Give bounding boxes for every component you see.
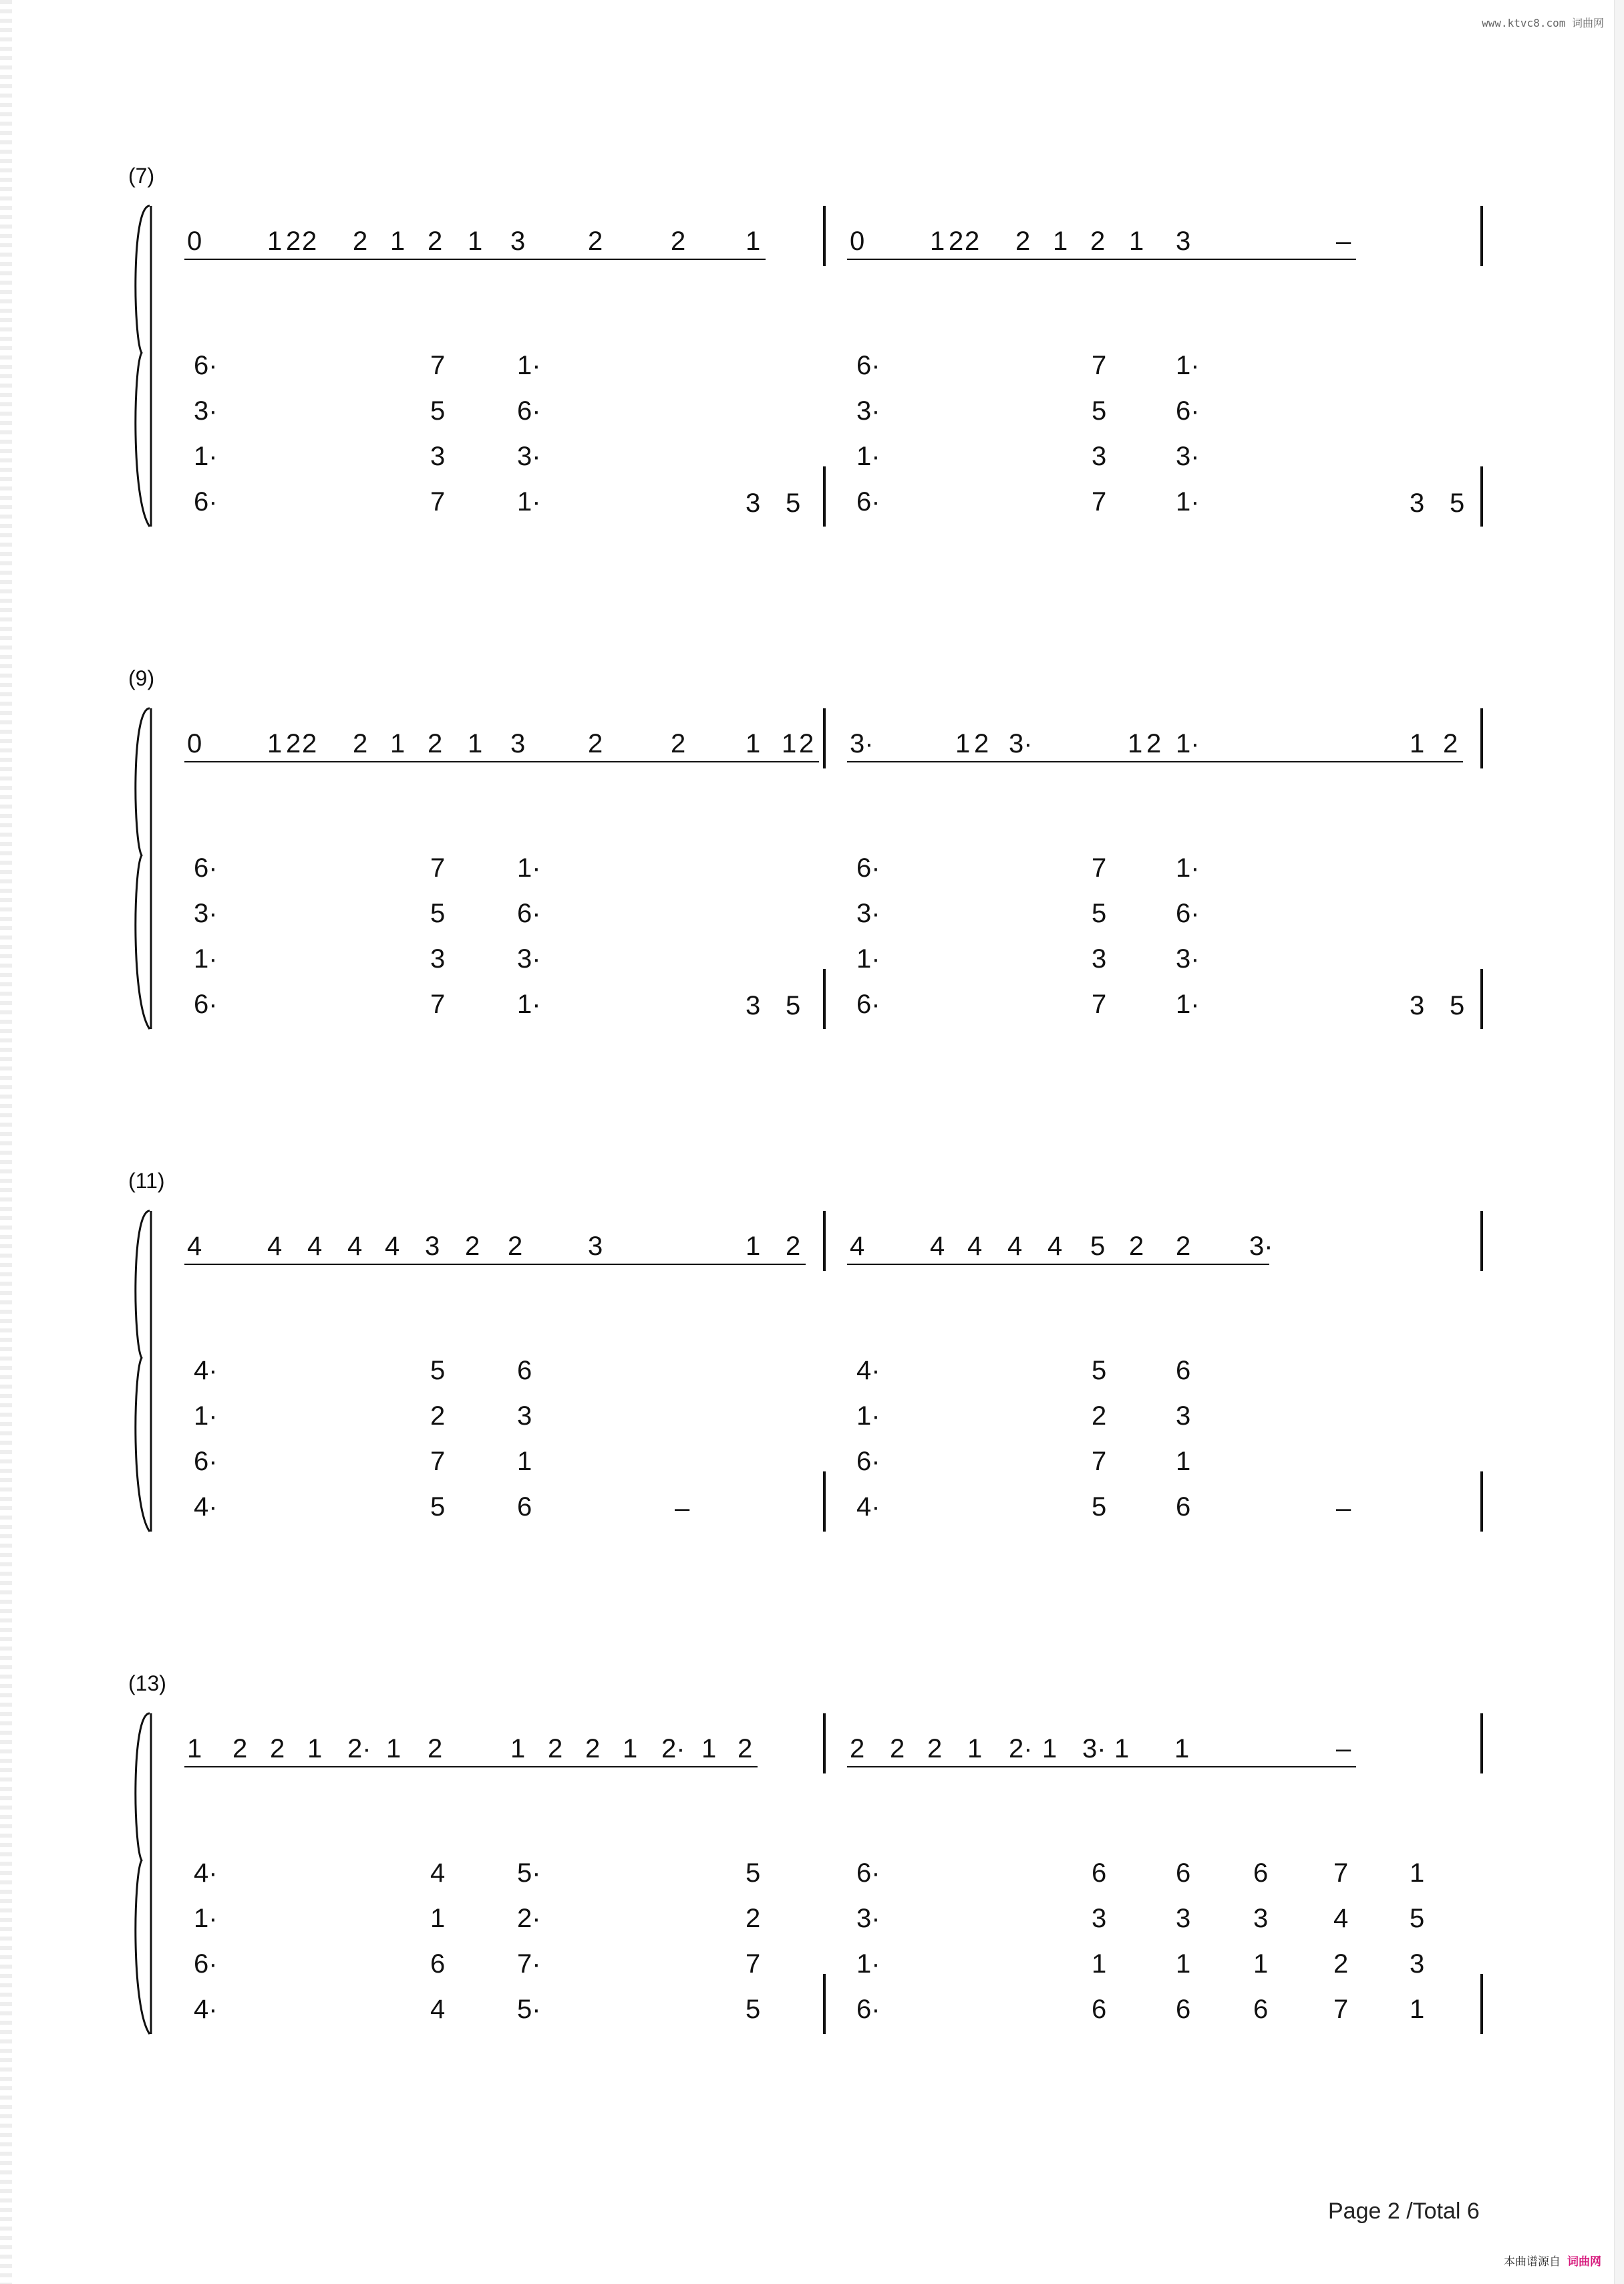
header-url: www.ktvc8.com 词曲网	[1482, 17, 1604, 29]
melody-note: 2	[1176, 1232, 1191, 1261]
chord-note: 7	[746, 1949, 761, 1979]
melody-note: 1	[746, 227, 761, 256]
measure-number: (7)	[128, 164, 155, 188]
bass-note: 3	[1410, 991, 1425, 1020]
melody-note: 1	[1053, 227, 1068, 256]
chord-note: 3	[1176, 1401, 1191, 1431]
chord-note: 7	[1333, 1995, 1349, 2024]
chord-note: 6·	[517, 396, 541, 426]
bass-note: 3	[746, 991, 761, 1020]
chord-note: 7	[1092, 853, 1107, 883]
chord-note: 3·	[856, 396, 880, 426]
chord-note: 4	[1333, 1904, 1349, 1933]
bass-note: 5	[786, 488, 801, 518]
chord-note: 1·	[517, 990, 541, 1019]
melody-note: 3	[510, 227, 526, 256]
measure	[184, 1734, 760, 2024]
bass-note: 5	[1450, 991, 1465, 1020]
chord-note: 5	[1410, 1904, 1425, 1933]
measure	[847, 1232, 1351, 1523]
melody-note: 2	[965, 227, 980, 256]
chord-note: 1·	[856, 1401, 880, 1431]
chord-note: 1	[1410, 1858, 1425, 1888]
chord-note: 1·	[517, 853, 541, 883]
chord-note: 1	[430, 1904, 446, 1933]
melody-note: 4	[187, 1232, 202, 1261]
chord-note: 3·	[856, 1904, 880, 1933]
chord-note: 4·	[194, 1356, 218, 1385]
melody-note: 1	[390, 227, 405, 256]
chord-note: 6	[1176, 1995, 1191, 2024]
chord-note: 1·	[1176, 853, 1200, 883]
chord-note: 1	[517, 1447, 532, 1476]
melody-note: 2	[927, 1734, 943, 1763]
chord-note: 1·	[856, 1949, 880, 1979]
melody-note: 1	[1114, 1734, 1130, 1763]
melody-note: 1	[187, 1734, 202, 1763]
chord-note: 7	[430, 351, 446, 380]
chord-note: 2	[1333, 1949, 1349, 1979]
melody-note: 4	[385, 1232, 400, 1261]
chord-note: 6·	[856, 1995, 880, 2024]
chord-note: 6	[1176, 1492, 1191, 1522]
melody-note: 2	[671, 729, 686, 758]
chord-note: 2	[746, 1904, 761, 1933]
page-edge-decoration	[0, 0, 12, 2284]
chord-note: 2	[430, 1401, 446, 1431]
chord-note: 7	[430, 853, 446, 883]
chord-note: 6·	[1176, 899, 1200, 928]
chord-note: 6	[1253, 1858, 1269, 1888]
melody-note: –	[1336, 1734, 1351, 1763]
chord-note: 7	[1092, 351, 1107, 380]
melody-note: 1	[307, 1734, 323, 1763]
footer-source	[1504, 2252, 1601, 2269]
chord-note: 6	[1176, 1356, 1191, 1385]
chord-note: 6·	[194, 853, 218, 883]
footer-source-text: 本曲谱源自	[1504, 2255, 1561, 2268]
melody-note: 2	[465, 1232, 480, 1261]
chord-note: 6·	[856, 990, 880, 1019]
chord-note: 5	[1092, 1492, 1107, 1522]
chord-note: 4·	[194, 1858, 218, 1888]
scrollbar-track[interactable]	[1614, 0, 1624, 2284]
melody-note: 2	[232, 1734, 248, 1763]
melody-note: 5	[1090, 1232, 1106, 1261]
measure	[184, 1232, 806, 1523]
chord-note: 7	[1092, 990, 1107, 1019]
chord-note: 1·	[1176, 990, 1200, 1019]
measure	[847, 227, 1464, 518]
chord-note: 6	[517, 1356, 532, 1385]
chord-note: 4·	[194, 1995, 218, 2024]
melody-note: 3	[425, 1232, 440, 1261]
melody-note: 2·	[1009, 1734, 1033, 1763]
chord-note: 7	[430, 990, 446, 1019]
melody-note: 2	[353, 729, 368, 758]
melody-note: 2	[302, 729, 317, 758]
melody-note: –	[1336, 227, 1351, 256]
melody-note: 2	[1129, 1232, 1144, 1261]
melody-note: 2	[508, 1232, 523, 1261]
melody-note: 1	[967, 1734, 983, 1763]
chord-note: 5	[1092, 899, 1107, 928]
chord-note: 4·	[856, 1356, 880, 1385]
chord-note: 3·	[856, 899, 880, 928]
bass-note: 5	[786, 991, 801, 1020]
melody-note: 1	[267, 729, 283, 758]
footer-brand: 词曲网	[1567, 2255, 1601, 2268]
melody-note: 4	[850, 1232, 865, 1261]
page-number: Page 2 /Total 6	[1328, 2198, 1480, 2224]
melody-note: 2	[786, 1232, 801, 1261]
melody-note: 2	[585, 1734, 601, 1763]
bass-note: 3	[746, 488, 761, 518]
brace	[136, 1713, 150, 2034]
chord-note: 6	[1092, 1995, 1107, 2024]
system-3	[128, 1169, 1482, 1532]
melody-note: 2	[270, 1734, 285, 1763]
melody-note: 1·	[1176, 729, 1200, 758]
brace	[136, 708, 150, 1029]
brace	[136, 206, 150, 527]
chord-note: 1·	[194, 944, 218, 974]
chord-note: 6	[1176, 1858, 1191, 1888]
chord-note: 1·	[1176, 487, 1200, 517]
bass-note: –	[675, 1493, 690, 1523]
melody-note: 4	[1047, 1232, 1063, 1261]
chord-note: 6·	[194, 990, 218, 1019]
chord-note: 1·	[856, 944, 880, 974]
melody-note: 3	[1176, 227, 1191, 256]
chord-note: 3·	[194, 396, 218, 426]
chord-note: 3	[517, 1401, 532, 1431]
brace	[136, 1211, 150, 1532]
chord-note: 6·	[856, 351, 880, 380]
system-4	[128, 1671, 1482, 2034]
measure-number: (9)	[128, 666, 155, 690]
melody-note: 4	[1007, 1232, 1023, 1261]
melody-note: 2	[671, 227, 686, 256]
melody-note: 1	[1128, 729, 1143, 758]
chord-note: 6	[517, 1492, 532, 1522]
chord-note: 1	[1253, 1949, 1269, 1979]
chord-note: 6	[1253, 1995, 1269, 2024]
chord-note: 5	[746, 1858, 761, 1888]
bass-note: –	[1336, 1493, 1351, 1523]
melody-note: 0	[850, 227, 865, 256]
melody-note: 0	[187, 729, 202, 758]
measure-number: (11)	[128, 1169, 165, 1193]
chord-note: 5	[1092, 1356, 1107, 1385]
chord-note: 1·	[194, 1904, 218, 1933]
chord-note: 6·	[194, 1447, 218, 1476]
melody-note: 1	[955, 729, 971, 758]
chord-note: 4·	[194, 1492, 218, 1522]
chord-note: 6·	[194, 1949, 218, 1979]
chord-note: 3·	[1176, 944, 1200, 974]
chord-note: 2	[1092, 1401, 1107, 1431]
chord-note: 5	[430, 899, 446, 928]
chord-note: 5	[430, 1356, 446, 1385]
chord-note: 6·	[856, 1447, 880, 1476]
chord-note: 1	[1410, 1995, 1425, 2024]
measure	[847, 1734, 1424, 2024]
melody-note: 1	[701, 1734, 717, 1763]
melody-note: 2	[588, 729, 603, 758]
chord-note: 5·	[517, 1995, 541, 2024]
melody-note: 2·	[347, 1734, 371, 1763]
measure-number: (13)	[128, 1671, 166, 1695]
measure	[184, 227, 800, 518]
measure	[847, 729, 1464, 1020]
chord-note: 4	[430, 1858, 446, 1888]
chord-note: 1·	[856, 442, 880, 471]
melody-note: 1	[468, 227, 483, 256]
chord-note: 3	[1092, 944, 1107, 974]
melody-note: 2	[428, 729, 443, 758]
melody-note: 2	[890, 1734, 905, 1763]
chord-note: 3·	[517, 944, 541, 974]
melody-note: 2	[738, 1734, 753, 1763]
chord-note: 1	[1092, 1949, 1107, 1979]
chord-note: 6	[430, 1949, 446, 1979]
melody-note: 2	[548, 1734, 563, 1763]
bass-note: 5	[1450, 488, 1465, 518]
chord-note: 3	[1092, 1904, 1107, 1933]
chord-note: 5	[430, 1492, 446, 1522]
melody-note: 1	[746, 729, 761, 758]
chord-note: 1	[1176, 1447, 1191, 1476]
melody-note: 3·	[1009, 729, 1033, 758]
chord-note: 5·	[517, 1858, 541, 1888]
melody-note: 2	[286, 729, 301, 758]
melody-note: 1	[267, 227, 283, 256]
melody-note: 2	[1443, 729, 1458, 758]
melody-note: 2	[850, 1734, 865, 1763]
chord-note: 6·	[856, 1858, 880, 1888]
chord-note: 1·	[517, 351, 541, 380]
melody-note: 1	[1129, 227, 1144, 256]
chord-note: 5	[746, 1995, 761, 2024]
chord-note: 6·	[856, 853, 880, 883]
measure	[184, 729, 819, 1020]
melody-note: 4	[967, 1232, 983, 1261]
chord-note: 3·	[1176, 442, 1200, 471]
chord-note: 6·	[1176, 396, 1200, 426]
melody-note: 2	[286, 227, 301, 256]
melody-note: 0	[187, 227, 202, 256]
chord-note: 2·	[517, 1904, 541, 1933]
melody-note: 3·	[1082, 1734, 1106, 1763]
chord-note: 3	[430, 944, 446, 974]
chord-note: 1·	[1176, 351, 1200, 380]
system-2	[128, 666, 1482, 1029]
melody-note: 4	[930, 1232, 945, 1261]
melody-note: 4	[267, 1232, 283, 1261]
system-1	[128, 164, 1482, 527]
melody-note: 2	[302, 227, 317, 256]
melody-note: 2	[974, 729, 989, 758]
chord-note: 4·	[856, 1492, 880, 1522]
melody-note: 1	[930, 227, 945, 256]
chord-note: 3	[1253, 1904, 1269, 1933]
melody-note: 2	[799, 729, 814, 758]
melody-note: 4	[347, 1232, 363, 1261]
melody-note: 1	[1174, 1734, 1190, 1763]
melody-note: 1	[390, 729, 405, 758]
chord-note: 6·	[194, 351, 218, 380]
chord-note: 4	[430, 1995, 446, 2024]
melody-note: 4	[307, 1232, 323, 1261]
chord-note: 6·	[194, 487, 218, 517]
melody-note: 3·	[1249, 1232, 1273, 1261]
chord-note: 5	[430, 396, 446, 426]
melody-note: 1	[623, 1734, 638, 1763]
chord-note: 3·	[517, 442, 541, 471]
chord-note: 5	[1092, 396, 1107, 426]
melody-note: 2	[428, 227, 443, 256]
chord-note: 1·	[194, 442, 218, 471]
melody-note: 2	[353, 227, 368, 256]
melody-note: 2	[1090, 227, 1106, 256]
chord-note: 7	[1092, 1447, 1107, 1476]
melody-note: 1	[1410, 729, 1425, 758]
melody-note: 1	[1042, 1734, 1058, 1763]
chord-note: 6·	[856, 487, 880, 517]
chord-note: 3	[1176, 1904, 1191, 1933]
chord-note: 6·	[517, 899, 541, 928]
chord-note: 1·	[194, 1401, 218, 1431]
bass-note: 3	[1410, 488, 1425, 518]
chord-note: 3	[1092, 442, 1107, 471]
chord-note: 1	[1176, 1949, 1191, 1979]
melody-note: 2	[1146, 729, 1162, 758]
melody-note: 1	[468, 729, 483, 758]
chord-note: 1·	[517, 487, 541, 517]
chord-note: 3	[430, 442, 446, 471]
melody-note: 2	[428, 1734, 443, 1763]
melody-note: 1	[746, 1232, 761, 1261]
melody-note: 2	[1015, 227, 1031, 256]
chord-note: 7·	[517, 1949, 541, 1979]
chord-note: 3·	[194, 899, 218, 928]
chord-note: 7	[430, 487, 446, 517]
melody-note: 2	[949, 227, 964, 256]
melody-note: 3	[588, 1232, 603, 1261]
chord-note: 7	[430, 1447, 446, 1476]
chord-note: 6	[1092, 1858, 1107, 1888]
melody-note: 2·	[661, 1734, 685, 1763]
melody-note: 2	[588, 227, 603, 256]
chord-note: 3	[1410, 1949, 1425, 1979]
chord-note: 7	[1092, 487, 1107, 517]
melody-note: 1	[510, 1734, 526, 1763]
melody-note: 3	[510, 729, 526, 758]
melody-note: 1	[782, 729, 797, 758]
melody-note: 1	[386, 1734, 401, 1763]
melody-note: 3·	[850, 729, 874, 758]
chord-note: 7	[1333, 1858, 1349, 1888]
